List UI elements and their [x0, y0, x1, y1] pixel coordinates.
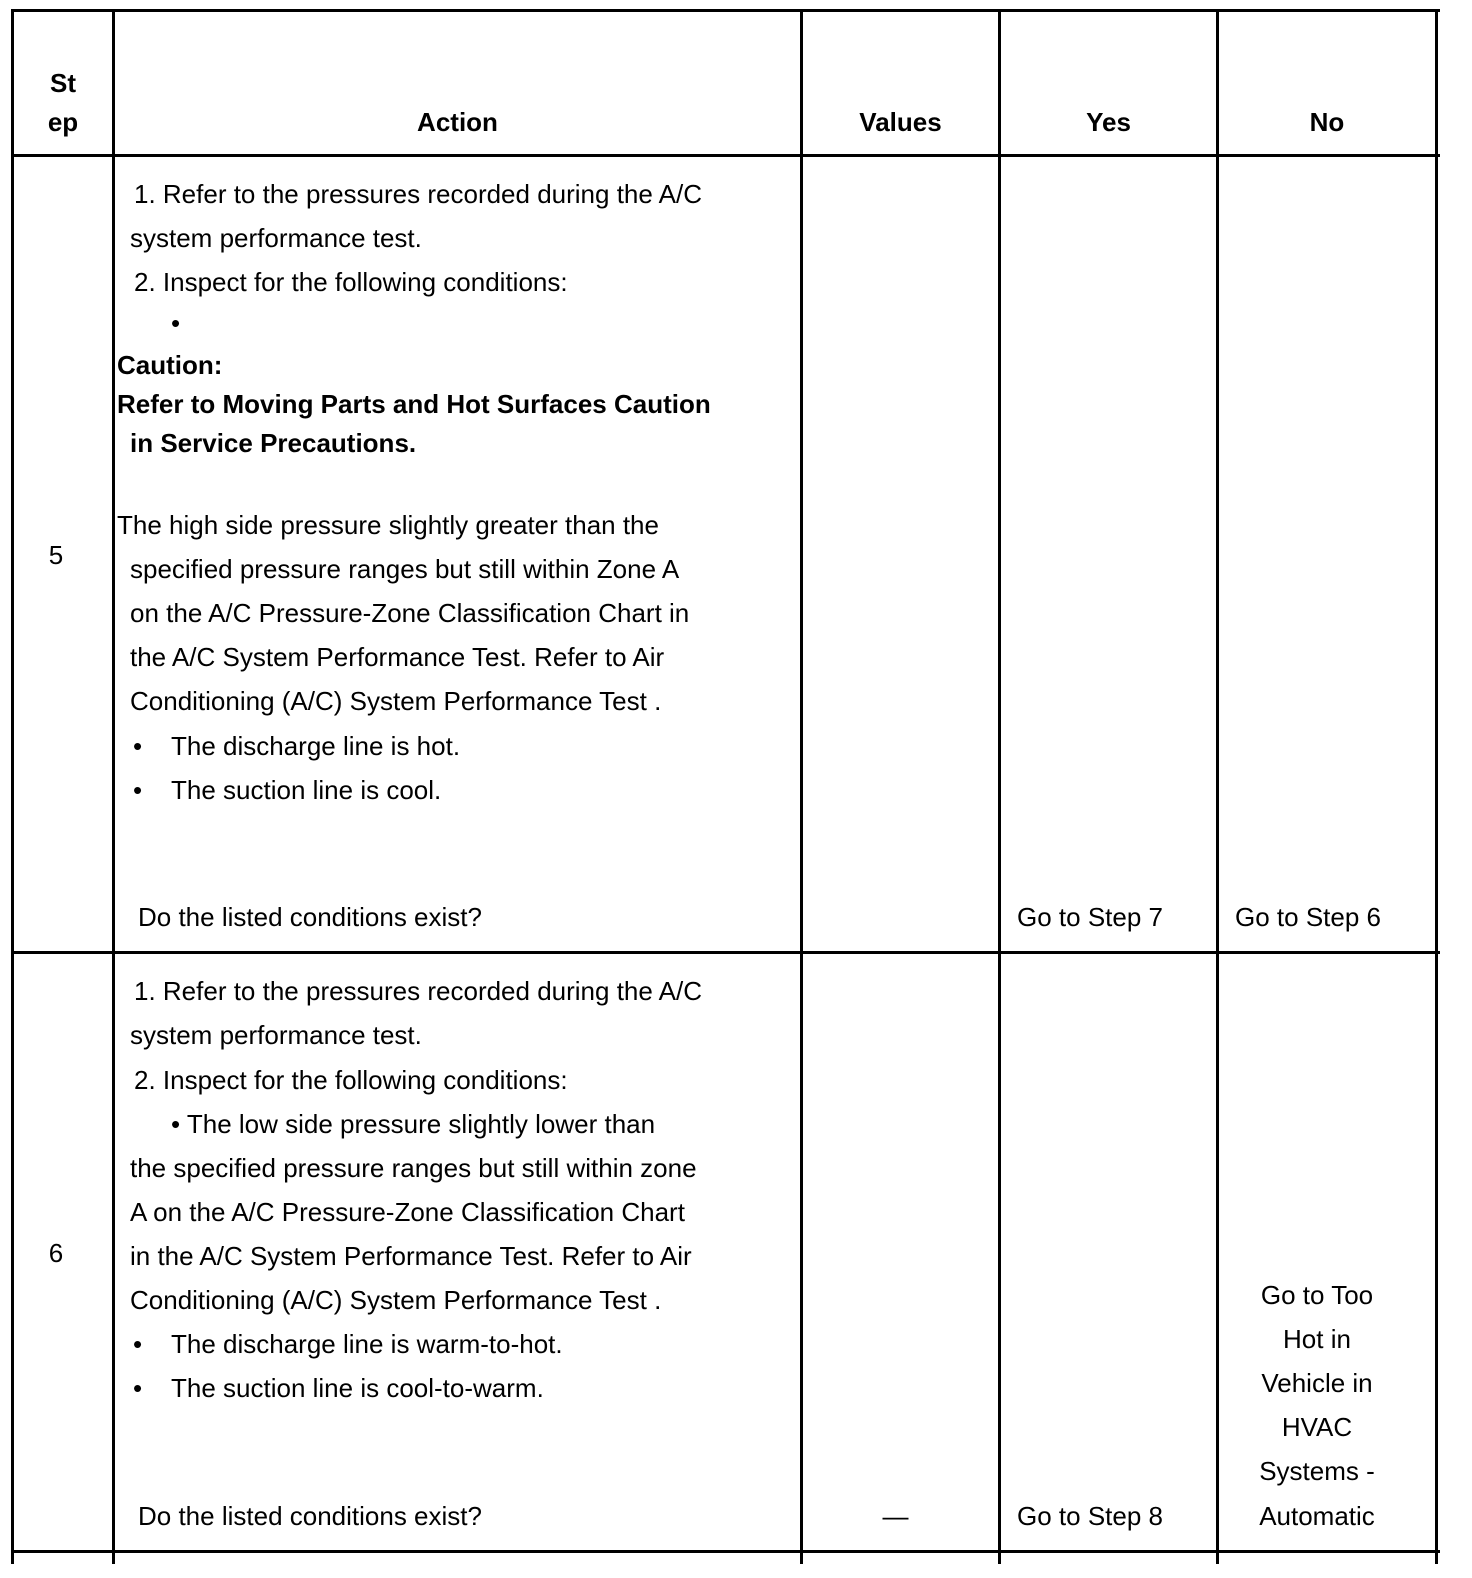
action-line: The suction line is cool. [171, 775, 442, 805]
step-number: 6 [48, 1238, 64, 1268]
action-line: A on the A/C Pressure-Zone Classification Chart [130, 1197, 685, 1227]
yes-result: Go to Step 8 [1017, 1501, 1163, 1531]
caution-text: Refer to Moving Parts and Hot Surfaces Caution [117, 389, 711, 419]
action-line: 2. Inspect for the following conditions: [134, 1065, 568, 1095]
action-line: system performance test. [130, 1020, 422, 1050]
no-result: Hot in [1283, 1324, 1351, 1354]
action-line: The discharge line is hot. [171, 731, 461, 761]
action-line: Conditioning (A/C) System Performance Test . [130, 686, 662, 716]
row-divider [11, 951, 1440, 954]
action-line: The high side pressure slightly greater than the [117, 510, 659, 540]
action-line: The suction line is cool-to-warm. [171, 1373, 544, 1403]
caution-text: in Service Precautions. [130, 428, 417, 458]
action-line: Conditioning (A/C) System Performance Test . [130, 1285, 662, 1315]
bullet: • [133, 731, 143, 761]
no-result: Automatic [1259, 1501, 1375, 1531]
no-result: Go to Step 6 [1235, 902, 1381, 932]
header-step-cont: ep [47, 107, 79, 137]
question: Do the listed conditions exist? [138, 902, 482, 932]
column-divider [800, 9, 803, 1564]
no-result: Vehicle in [1261, 1368, 1373, 1398]
bullet: • [171, 308, 181, 338]
action-line: 1. Refer to the pressures recorded during the A/C [134, 976, 702, 1006]
no-result: Systems - [1259, 1456, 1375, 1486]
header-step: St [50, 68, 76, 98]
table-border-right [1435, 9, 1438, 1564]
no-result: Go to Too [1260, 1280, 1374, 1310]
table-border-bottom [11, 1550, 1440, 1553]
values-cell: — [882, 1501, 909, 1531]
caution-label: Caution: [117, 350, 223, 380]
column-divider [998, 9, 1001, 1564]
header-divider [11, 154, 1440, 157]
yes-result: Go to Step 7 [1017, 902, 1163, 932]
action-line: the A/C System Performance Test. Refer to Air [130, 642, 665, 672]
action-line: in the A/C System Performance Test. Refer to Air [130, 1241, 692, 1271]
bullet: • [133, 775, 143, 805]
column-divider [112, 9, 115, 1564]
action-line: • The low side pressure slightly lower than [171, 1109, 656, 1139]
header-no: No [1309, 107, 1345, 137]
action-line: 1. Refer to the pressures recorded during the A/C [134, 179, 702, 209]
bullet: • [133, 1329, 143, 1359]
action-line: system performance test. [130, 223, 422, 253]
action-line: specified pressure ranges but still within Zone A [130, 554, 680, 584]
header-yes: Yes [1086, 107, 1131, 137]
table-border-left [11, 9, 14, 1564]
action-line: the specified pressure ranges but still within zone [130, 1153, 697, 1183]
action-line: The discharge line is warm-to-hot. [171, 1329, 563, 1359]
no-result: HVAC [1281, 1412, 1353, 1442]
table-border-top [11, 9, 1440, 12]
action-line: on the A/C Pressure-Zone Classification Chart in [130, 598, 690, 628]
header-action: Action [417, 107, 498, 137]
header-values: Values [859, 107, 942, 137]
bullet: • [133, 1373, 143, 1403]
question: Do the listed conditions exist? [138, 1501, 482, 1531]
step-number: 5 [48, 540, 64, 570]
action-line: 2. Inspect for the following conditions: [134, 267, 568, 297]
